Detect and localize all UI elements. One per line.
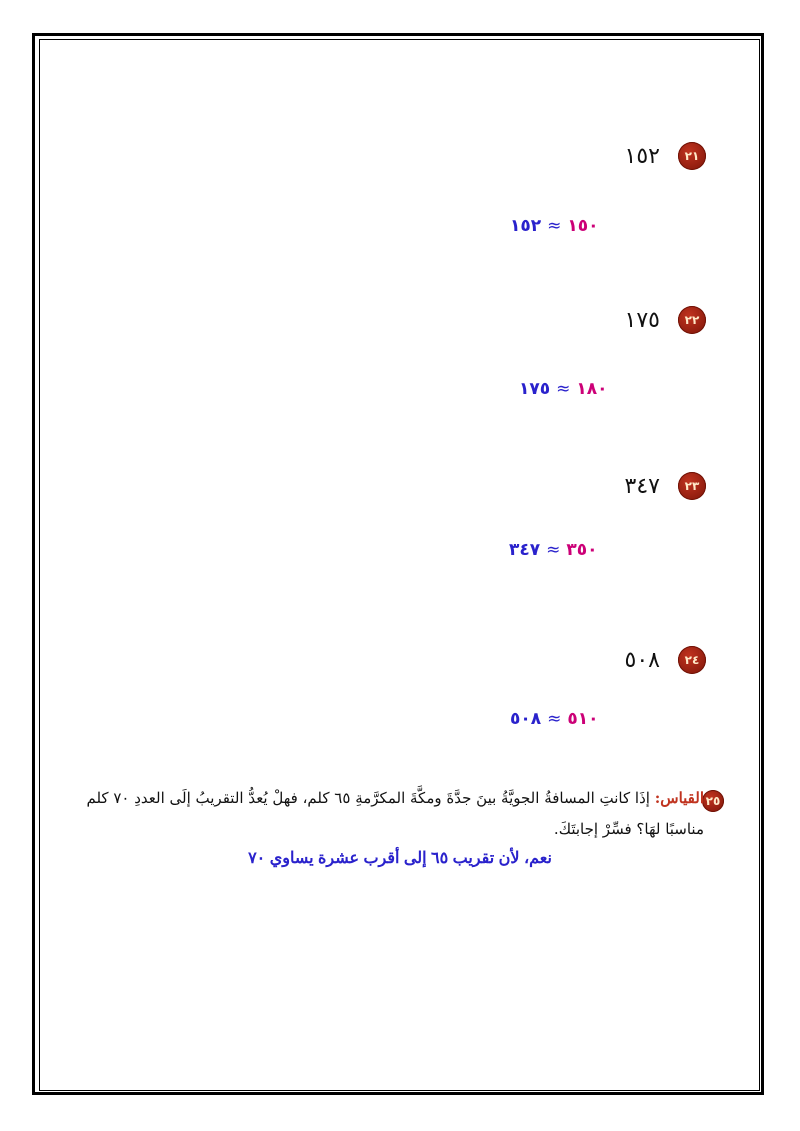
approx-symbol: ≈: [556, 379, 571, 399]
original-value: ٣٤٧: [509, 540, 541, 560]
original-value: ٥٠٨: [510, 709, 542, 729]
question-25: [84, 783, 704, 845]
page-border-inner: [39, 39, 760, 1091]
answer-23: [509, 540, 598, 560]
approx-symbol: ≈: [546, 540, 561, 560]
answer-24: [510, 709, 599, 729]
question-text: إذَا كانتِ المسافةُ الجويَّةُ بينَ جدَّةَ ومكَّةَ المكرَّمةِ ٦٥ كلم، فهلْ يُعدُّ التقريبُ إلَى العددِ ٧٠ كلم مناسبًا لهَا؟ فسِّرْ إجابتَكَ.: [86, 789, 704, 838]
approx-symbol: ≈: [547, 709, 562, 729]
answer-22: [519, 379, 608, 399]
problem-number: ٣٤٧: [624, 473, 660, 499]
problem-21: [625, 142, 706, 170]
problem-number-badge: ٢٢: [678, 306, 706, 334]
approx-symbol: ≈: [547, 216, 562, 236]
problem-22: [625, 306, 706, 334]
problem-number-badge: ٢٤: [678, 646, 706, 674]
rounded-value: ١٥٠: [567, 216, 599, 236]
problem-number: ١٥٢: [624, 143, 660, 169]
original-value: ١٧٥: [519, 379, 551, 399]
problem-number: ٥٠٨: [624, 647, 660, 673]
problem-number-badge: ٢٣: [678, 472, 706, 500]
final-answer: نعم، لأن تقريب ٦٥ إلى أقرب عشرة يساوي ٧٠: [248, 850, 552, 867]
problem-number: ١٧٥: [624, 307, 660, 333]
problem-number-badge: ٢١: [678, 142, 706, 170]
question-label: القياس:: [654, 789, 704, 807]
answer-21: [510, 216, 599, 236]
problem-24: [625, 646, 706, 674]
question-number-badge: ٢٥: [702, 790, 724, 812]
original-value: ١٥٢: [510, 216, 542, 236]
problem-23: [625, 472, 706, 500]
rounded-value: ١٨٠: [576, 379, 608, 399]
rounded-value: ٣٥٠: [566, 540, 598, 560]
rounded-value: ٥١٠: [567, 709, 599, 729]
